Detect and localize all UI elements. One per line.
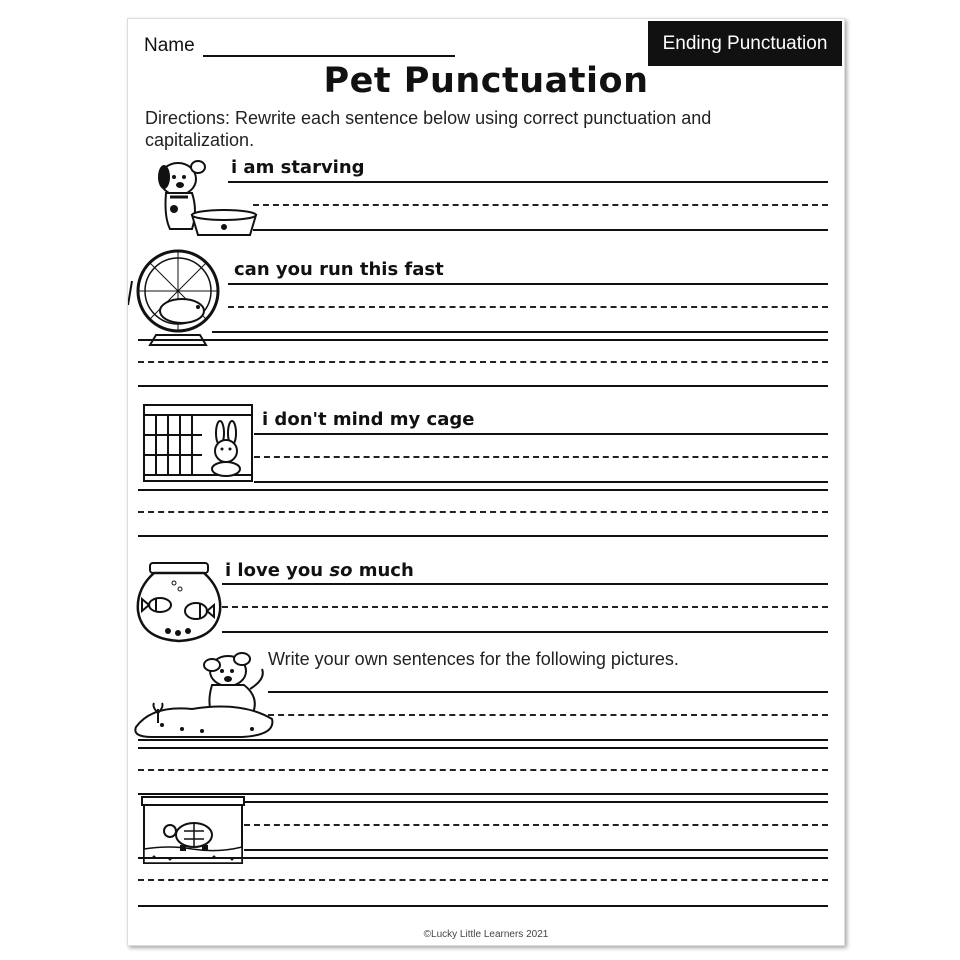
writing-line[interactable] xyxy=(244,849,828,851)
emphasized-word: so xyxy=(329,560,353,581)
writing-midline xyxy=(254,456,828,458)
writing-line[interactable] xyxy=(222,583,828,585)
writing-line[interactable] xyxy=(212,331,828,333)
writing-midline xyxy=(228,306,828,308)
dog-digging-icon xyxy=(132,649,276,739)
fishbowl-icon xyxy=(134,561,224,645)
writing-line[interactable] xyxy=(254,481,828,483)
writing-midline xyxy=(138,769,828,771)
page-title: Pet Punctuation xyxy=(323,61,649,101)
topic-badge: Ending Punctuation xyxy=(648,21,842,66)
writing-line[interactable] xyxy=(228,181,828,183)
sentence-2: can you run this fast xyxy=(234,259,444,280)
writing-line[interactable] xyxy=(268,691,828,693)
writing-line[interactable] xyxy=(138,857,828,859)
writing-midline xyxy=(244,824,828,826)
writing-line[interactable] xyxy=(228,283,828,285)
writing-line[interactable] xyxy=(138,339,828,341)
bunny-cage-icon xyxy=(142,403,254,483)
writing-line[interactable] xyxy=(138,905,828,907)
sentence-3: i don't mind my cage xyxy=(262,409,475,430)
writing-line[interactable] xyxy=(244,801,828,803)
name-label: Name xyxy=(144,35,195,56)
writing-line[interactable] xyxy=(253,229,828,231)
writing-line[interactable] xyxy=(138,489,828,491)
writing-line[interactable] xyxy=(138,535,828,537)
writing-line[interactable] xyxy=(138,385,828,387)
hamster-wheel-icon xyxy=(128,245,228,349)
turtle-tank-icon xyxy=(140,795,246,865)
own-sentences-prompt: Write your own sentences for the following pictures. xyxy=(268,649,679,669)
writing-line[interactable] xyxy=(138,747,828,749)
writing-midline xyxy=(253,204,828,206)
copyright-footer: ©Lucky Little Learners 2021 xyxy=(423,929,549,940)
directions-text: Directions: Rewrite each sentence below using correct punctuation and capitalization. xyxy=(145,108,712,150)
writing-midline xyxy=(268,714,828,716)
writing-midline xyxy=(138,511,828,513)
writing-line[interactable] xyxy=(254,433,828,435)
sentence-1: i am starving xyxy=(231,157,365,178)
sentence-4: i love you so much xyxy=(225,560,414,581)
worksheet-page xyxy=(127,18,845,946)
writing-midline xyxy=(138,879,828,881)
writing-line[interactable] xyxy=(138,739,828,741)
name-line[interactable] xyxy=(203,55,455,57)
writing-midline xyxy=(138,361,828,363)
writing-midline xyxy=(222,606,828,608)
writing-line[interactable] xyxy=(222,631,828,633)
